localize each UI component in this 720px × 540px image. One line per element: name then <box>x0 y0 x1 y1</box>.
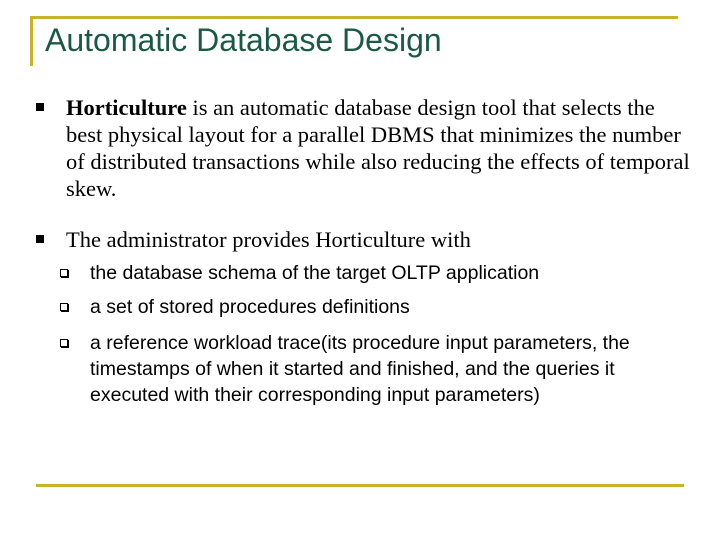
bullet-item <box>66 94 696 202</box>
hollow-square-bullet-icon <box>60 339 68 347</box>
sub-bullet-item <box>90 260 660 286</box>
square-bullet-icon <box>36 235 44 243</box>
sub-bullet-text: a reference workload trace(its procedure input parameters, the timestamps of when it started and finished, and the queries it executed with their corresponding input parameters) <box>90 332 630 406</box>
title-frame-left-rule <box>30 16 33 66</box>
sub-bullet-text: the database schema of the target OLTP application <box>90 262 540 284</box>
bullet-text: The administrator provides Horticulture with <box>66 227 471 252</box>
square-bullet-icon <box>36 103 44 111</box>
bullet-item <box>66 226 696 253</box>
bottom-rule <box>36 484 684 487</box>
sub-bullet-item <box>90 330 660 408</box>
bullet-text: is an automatic database design tool that selects the best physical layout for a parallel DBMS that minimizes the number of distributed transactions while also reducing the effects of temporal skew. <box>66 95 690 201</box>
title-frame-top-rule <box>30 16 678 19</box>
hollow-square-bullet-icon <box>60 303 68 311</box>
sub-bullet-item <box>90 294 660 320</box>
hollow-square-bullet-icon <box>60 269 68 277</box>
slide-title: Automatic Database Design <box>45 22 442 58</box>
sub-bullet-text: a set of stored procedures definitions <box>90 296 410 318</box>
bullet-lead-term: Horticulture <box>66 95 187 120</box>
